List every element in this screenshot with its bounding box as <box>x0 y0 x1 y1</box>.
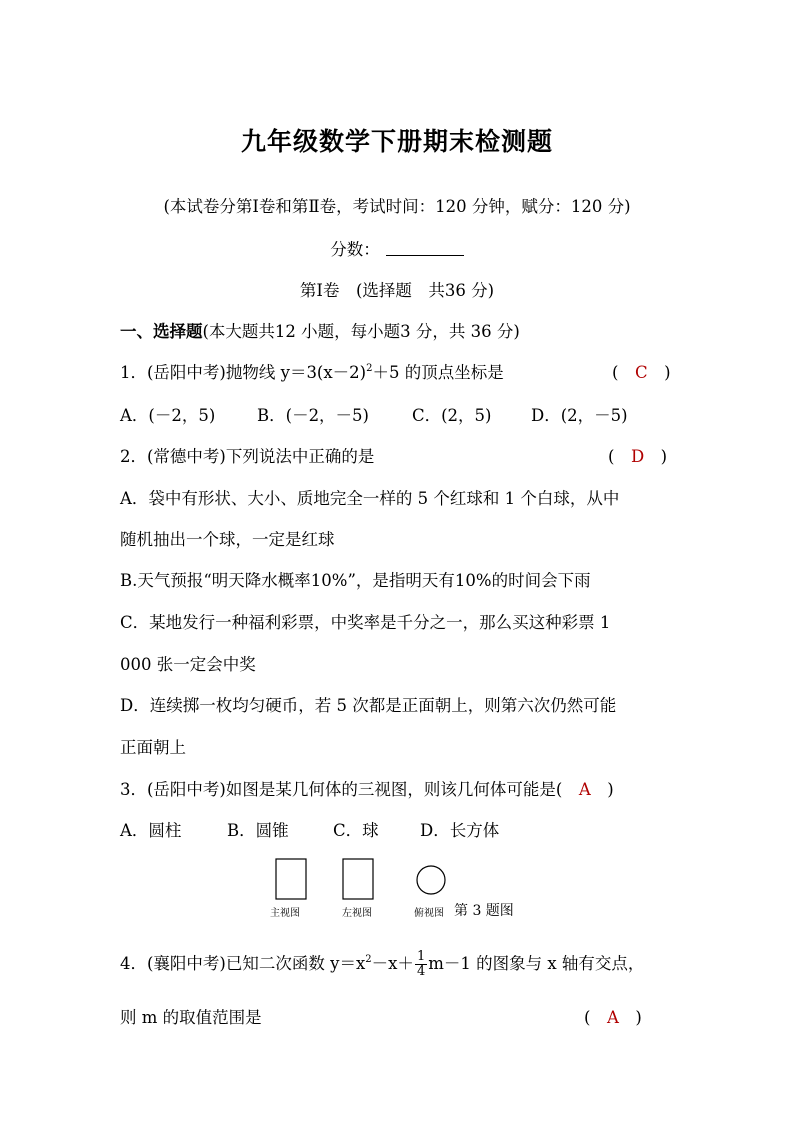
q2-answer: D <box>630 447 645 466</box>
score-blank <box>386 240 464 256</box>
question-4-stem <box>120 950 644 979</box>
top-view-circle <box>417 866 445 894</box>
q4-stem-line2: 则 m 的取值范围是 <box>120 1008 262 1027</box>
section-heading <box>120 318 520 342</box>
q4-sup: 2 <box>365 954 372 965</box>
q4-text-pre: 4．(襄阳中考)已知二次函数 y＝x <box>120 954 366 973</box>
q4-fraction <box>415 950 427 979</box>
score-label: 分数： <box>330 240 380 259</box>
q3-option-d: D．长方体 <box>420 821 500 840</box>
question-3-stem <box>120 776 614 800</box>
q4-frac-den: 4 <box>416 964 426 979</box>
figure-caption: 第 3 题图 <box>454 903 514 919</box>
q2-option-d-line2: 正面朝上 <box>120 738 186 757</box>
q2-answer-box: ( D ) <box>608 447 668 466</box>
q1-option-b: B．(－2，－5) <box>257 406 369 425</box>
q2-option-c-line2: 000 张一定会中奖 <box>120 655 256 674</box>
q4-text-mid: －x＋ <box>371 954 414 973</box>
q2-option-d-line1: D．连续掷一枚均匀硬币，若 5 次都是正面朝上，则第六次仍然可能 <box>120 696 617 715</box>
q1-text-tail: ＋5 的顶点坐标是 <box>372 363 504 382</box>
q2-option-c-line1: C．某地发行一种福利彩票，中奖率是千分之一，那么买这种彩票 1 <box>120 613 611 632</box>
q3-answer: A <box>578 780 591 799</box>
exam-info: (本试卷分第Ⅰ卷和第Ⅱ卷，考试时间：120 分钟，赋分：120 分) <box>163 197 631 216</box>
page-title: 九年级数学下册期末检测题 <box>240 127 553 156</box>
question-2-stem: 2．(常德中考)下列说法中正确的是 <box>120 447 375 466</box>
q4-answer-box: ( A ) <box>584 1008 642 1027</box>
q1-answer: C <box>634 363 648 382</box>
q1-sup: 2 <box>366 363 373 374</box>
front-view-label: 主视图 <box>270 908 300 919</box>
q1-answer-box: ( C ) <box>612 363 671 382</box>
q3-close: ) <box>607 780 614 799</box>
q2-option-a-line1: A．袋中有形状、大小、质地完全一样的 5 个红球和 1 个白球，从中 <box>120 489 620 508</box>
q4-frac-num: 1 <box>416 949 426 964</box>
q3-option-a: A．圆柱 <box>120 821 182 840</box>
left-view-rectangle <box>343 859 373 899</box>
q1-text: 1．(岳阳中考)抛物线 y＝3(x－2) <box>120 363 367 382</box>
volume-heading: 第Ⅰ卷 (选择题 共36 分) <box>299 281 495 300</box>
section-desc: (本大题共12 小题，每小题3 分，共 36 分) <box>202 322 520 341</box>
q2-option-a-line2: 随机抽出一个球，一定是红球 <box>120 530 335 549</box>
q4-answer: A <box>606 1008 619 1027</box>
front-view-rectangle <box>276 859 306 899</box>
q1-option-d: D．(2，－5) <box>531 406 628 425</box>
q2-option-b: B.天气预报“明天降水概率10%”，是指明天有10%的时间会下雨 <box>120 571 591 590</box>
left-view-label: 左视图 <box>342 908 372 919</box>
q4-text-post: m－1 的图象与 x 轴有交点， <box>428 954 645 973</box>
q3-option-b: B．圆锥 <box>227 821 289 840</box>
score-line <box>0 236 794 260</box>
q3-text: 3．(岳阳中考)如图是某几何体的三视图，则该几何体可能是( <box>120 780 563 799</box>
top-view-label: 俯视图 <box>414 908 444 919</box>
q3-option-c: C．球 <box>333 821 379 840</box>
q1-option-c: C．(2，5) <box>412 406 492 425</box>
q1-option-a: A．(－2，5) <box>120 406 216 425</box>
section-title: 一、选择题 <box>120 322 203 341</box>
question-1-stem <box>120 359 504 383</box>
